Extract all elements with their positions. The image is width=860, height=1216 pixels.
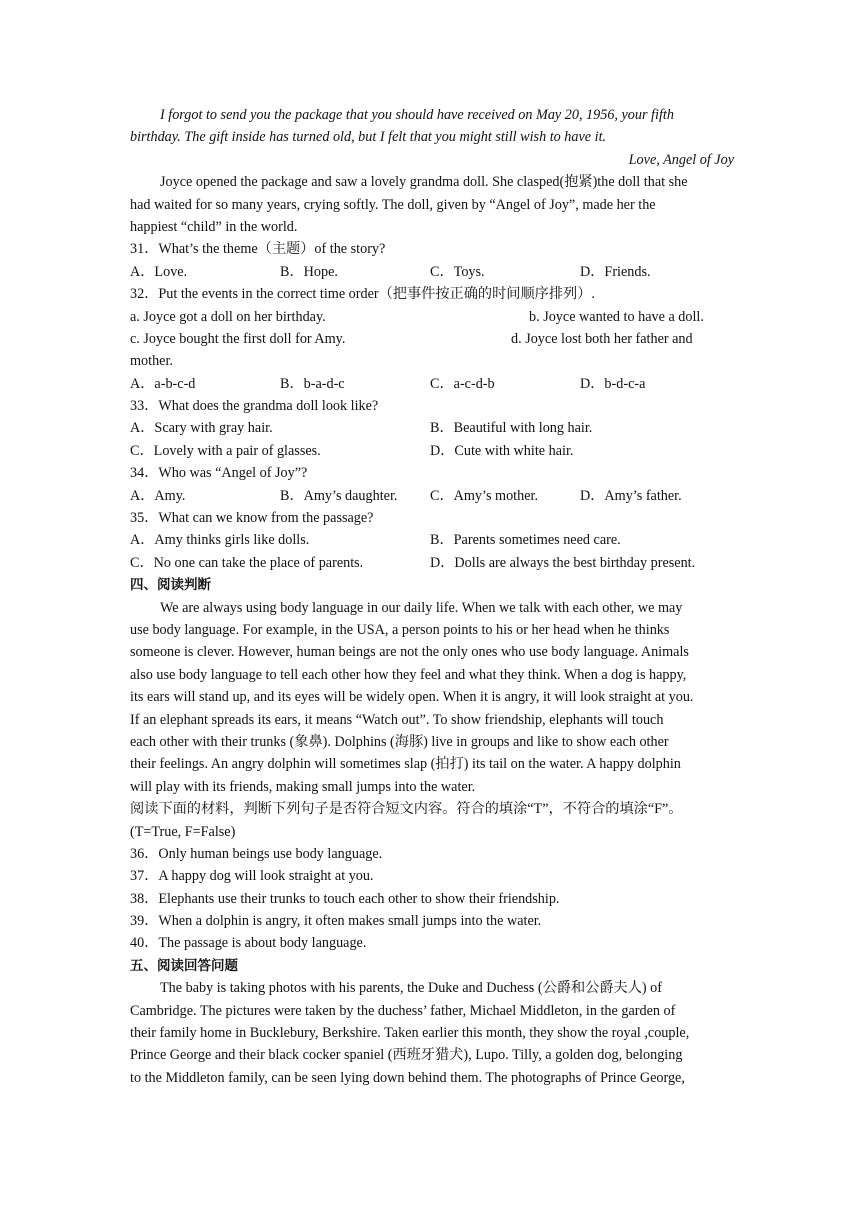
paragraph-line: The baby is taking photos with his parents, the Duke and Duchess (公爵和公爵夫人) of bbox=[160, 980, 663, 997]
statement: 36．Only human beings use body language. bbox=[130, 845, 383, 862]
option-c: C．Lovely with a pair of glasses. bbox=[130, 442, 321, 459]
event-d: d. Joyce lost both her father and bbox=[511, 330, 693, 347]
option-b: B．Beautiful with long hair. bbox=[430, 420, 593, 437]
option-a: A．Love. bbox=[130, 263, 188, 280]
event-c: c. Joyce bought the first doll for Amy. bbox=[130, 330, 346, 347]
statement: 37．A happy dog will look straight at you. bbox=[130, 868, 374, 885]
section-heading: 四、阅读判断 bbox=[130, 577, 211, 594]
option-row bbox=[130, 552, 734, 574]
question-stem: 31．What’s the theme（主题）of the story? bbox=[130, 241, 386, 258]
option-a: A．a-b-c-d bbox=[130, 375, 196, 392]
paragraph-line: If an elephant spreads its ears, it means “Watch out”. To show friendship, elephants will touch bbox=[130, 711, 664, 728]
option-a: A．Amy. bbox=[130, 487, 186, 504]
paragraph-line: their feelings. An angry dolphin will sometimes slap (拍打) its tail on the water. A happy dolphin bbox=[130, 756, 681, 773]
statement: 40．The passage is about body language. bbox=[130, 935, 367, 952]
option-row bbox=[130, 440, 734, 462]
option-b: B．b-a-d-c bbox=[280, 375, 345, 392]
paragraph-line: happiest “child” in the world. bbox=[130, 218, 298, 235]
option-b: B．Hope. bbox=[280, 263, 338, 280]
question-stem: 33．What does the grandma doll look like? bbox=[130, 398, 379, 415]
option-row bbox=[130, 261, 734, 283]
option-b: B．Amy’s daughter. bbox=[280, 487, 398, 504]
paragraph-line: their family home in Bucklebury, Berkshire. Taken earlier this month, they show the royal ,couple, bbox=[130, 1025, 690, 1042]
paragraph-line: Cambridge. The pictures were taken by the duchess’ father, Michael Middleton, in the garden of bbox=[130, 1002, 676, 1019]
question-stem: 32．Put the events in the correct time order（把事件按正确的时间顺序排列）. bbox=[130, 286, 595, 303]
section-heading: 五、阅读回答问题 bbox=[130, 957, 238, 974]
option-c: C．Toys. bbox=[430, 263, 485, 280]
option-c: C．a-c-d-b bbox=[430, 375, 495, 392]
paragraph-line: also use body language to tell each other how they feel and what they think. When a dog is happy, bbox=[130, 666, 687, 683]
question-stem: 34．Who was “Angel of Joy”? bbox=[130, 465, 308, 482]
event-row bbox=[130, 306, 734, 328]
option-a: A．Scary with gray hair. bbox=[130, 420, 273, 437]
option-d: D．Cute with white hair. bbox=[430, 442, 574, 459]
instruction-line: (T=True, F=False) bbox=[130, 823, 236, 840]
event-row bbox=[130, 328, 734, 350]
option-a: A．Amy thinks girls like dolls. bbox=[130, 532, 310, 549]
option-d: D．Amy’s father. bbox=[580, 487, 682, 504]
option-row bbox=[130, 529, 734, 551]
event-a: a. Joyce got a doll on her birthday. bbox=[130, 308, 326, 325]
event-d-continued: mother. bbox=[130, 353, 173, 370]
document-page bbox=[130, 104, 734, 1089]
paragraph-line: each other with their trunks (象鼻). Dolphins (海豚) live in groups and like to show each other bbox=[130, 733, 669, 750]
letter-line: birthday. The gift inside has turned old, but I felt that you might still wish to have it. bbox=[130, 129, 607, 146]
option-c: C．No one can take the place of parents. bbox=[130, 554, 364, 571]
letter-line: I forgot to send you the package that you should have received on May 20, 1956, your fifth bbox=[160, 107, 674, 123]
paragraph-line: its ears will stand up, and its eyes will be widely open. When it is angry, it will look straight at you. bbox=[130, 689, 694, 706]
instruction-line: 阅读下面的材料，判断下列句子是否符合短文内容。符合的填涂“T”，不符合的填涂“F”。 bbox=[130, 801, 683, 818]
paragraph-line: had waited for so many years, crying softly. The doll, given by “Angel of Joy”, made her the bbox=[130, 196, 656, 213]
option-d: D．b-d-c-a bbox=[580, 375, 646, 392]
option-d: D．Friends. bbox=[580, 263, 651, 280]
option-d: D．Dolls are always the best birthday present. bbox=[430, 554, 696, 571]
paragraph-line: Prince George and their black cocker spaniel (西班牙猎犬), Lupo. Tilly, a golden dog, belonging bbox=[130, 1047, 683, 1064]
paragraph-line: Joyce opened the package and saw a lovely grandma doll. She clasped(抱紧)the doll that she bbox=[160, 174, 688, 191]
option-c: C．Amy’s mother. bbox=[430, 487, 538, 504]
paragraph-line: We are always using body language in our daily life. When we talk with each other, we may bbox=[160, 599, 683, 616]
paragraph-line: will play with its friends, making small jumps into the water. bbox=[130, 778, 476, 795]
option-row bbox=[130, 373, 734, 395]
statement: 39．When a dolphin is angry, it often makes small jumps into the water. bbox=[130, 913, 542, 930]
event-b: b. Joyce wanted to have a doll. bbox=[529, 308, 704, 325]
option-b: B．Parents sometimes need care. bbox=[430, 532, 621, 549]
statement: 38．Elephants use their trunks to touch each other to show their friendship. bbox=[130, 890, 560, 907]
option-row bbox=[130, 485, 734, 507]
letter-signature: Love, Angel of Joy bbox=[628, 151, 734, 168]
paragraph-line: someone is clever. However, human beings are not the only ones who use body language. Animals bbox=[130, 644, 689, 661]
option-row bbox=[130, 417, 734, 439]
question-stem: 35．What can we know from the passage? bbox=[130, 510, 374, 527]
paragraph-line: to the Middleton family, can be seen lying down behind them. The photographs of Prince George, bbox=[130, 1069, 685, 1086]
paragraph-line: use body language. For example, in the USA, a person points to his or her head when he thinks bbox=[130, 621, 670, 638]
